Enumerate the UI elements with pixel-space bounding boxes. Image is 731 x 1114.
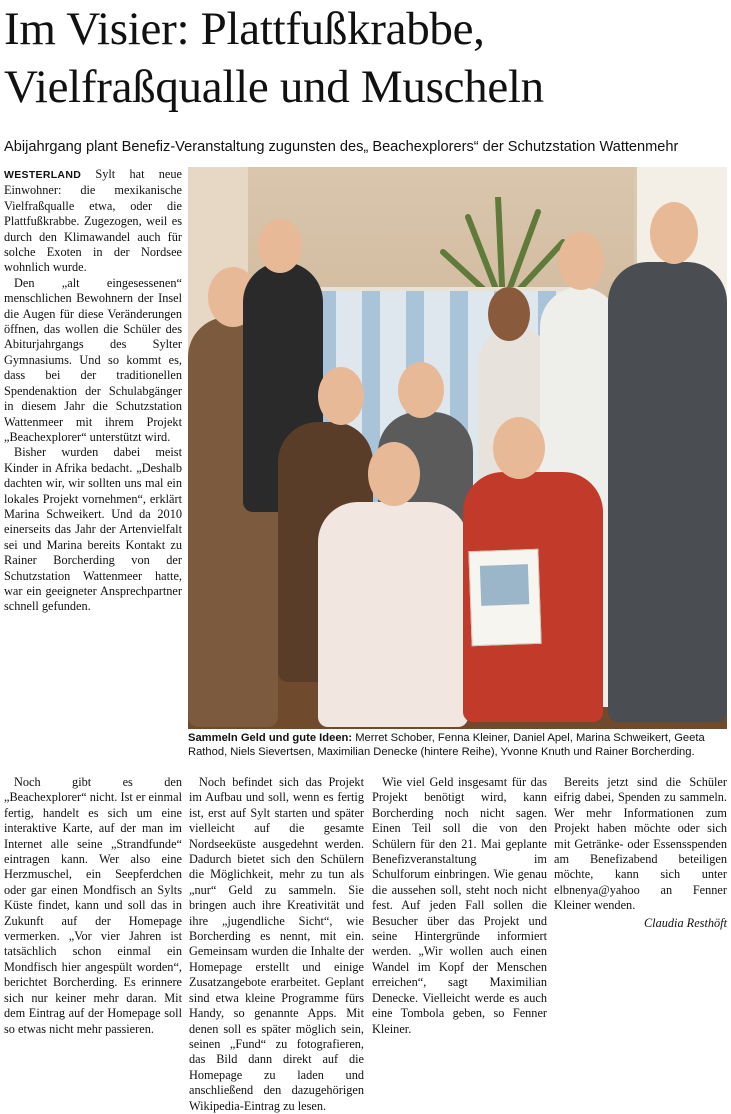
person-head bbox=[398, 362, 444, 418]
group-photo bbox=[188, 167, 727, 729]
article-paragraph-4: Noch gibt es den „Beachexplorer“ nicht. Ist er einmal fertig, handelt es sich um eine interaktive Karte, auf der man im Internet alle seine „Strandfunde“ eintragen kann. Wer also eine Herzmuschel, ein Seepferdchen oder gar einen Mondfisch an Sylts Küste findet, kann und soll das in Zukunft auf der Homepage vermerken. „Vor vier Jahren ist tatsächlich schon einmal ein Mondfisch hier angespült worden“, berichtet Borcherding. Es erinnere sich nur keiner mehr daran. Mit dem Eintrag auf der Homepage soll so etwas nicht mehr passieren. bbox=[4, 775, 182, 1036]
person-head bbox=[488, 287, 530, 341]
person-head bbox=[318, 367, 364, 425]
headline-line-1: Im Visier: Plattfußkrabbe, bbox=[4, 3, 485, 55]
caption-lead: Sammeln Geld und gute Ideen: bbox=[188, 732, 353, 744]
author-byline: Claudia Resthöft bbox=[643, 915, 727, 930]
article-paragraph-1: WESTERLAND Sylt hat neue Einwohner: die mexikanische Vielfraßqualle etwa, oder die Plattfußkrabbe. Zugezogen, weil es durch den Klimawandel auch für solche Exoten in der Nordsee wohnlich wurde. bbox=[4, 167, 182, 275]
project-flyer bbox=[468, 549, 541, 646]
person-head bbox=[558, 232, 604, 290]
article-column-1 bbox=[4, 167, 182, 615]
article-column-4 bbox=[554, 775, 727, 931]
article-paragraph-6: Wie viel Geld insgesamt für das Projekt benötigt wird, kann Borcherding noch nicht sagen. Einen Teil soll die von den Schülern für den 21. Mai geplante Benefizveranstaltung im Schulforum einbringen. Wie genau die aussehen soll, steht noch nicht fest. Auf jeden Fall sollen die Besucher über das Projekt und seine Hintergründe informiert werden. „Wir wollen auch einen Wandel im Kopf der Menschen erreichen“, sagt Maximilian Denecke. Vielleicht werde es auch eine Tombola geben, so Fenner Kleiner. bbox=[372, 775, 547, 1036]
headline bbox=[4, 0, 728, 116]
article-paragraph-7: Bereits jetzt sind die Schüler eifrig dabei, Spenden zu sammeln. Wer mehr Informationen zum Projekt haben möchte oder sich mit Getränke- oder Essensspenden am Benefizabend beteiligen möchte, kann sich unter elbnenya@yahoo an Fenner Kleiner wenden. bbox=[554, 775, 727, 913]
article-paragraph-5: Noch befindet sich das Projekt im Aufbau und soll, wenn es fertig ist, erst auf Sylt starten und später vielleicht auf die gesamte Nordseeküste ausgedehnt werden. Dadurch bietet sich den Schülern die Möglichkeit, mehr zu tun als „nur“ Geld zu sammeln. Sie bringen auch ihre Kreativität und ihre „jugendliche Sicht“, wie Borcherding es nennt, mit ein. Gemeinsam wurden die Inhalte der Homepage erstellt und einige Zusatzangebote erarbeitet. Geplant sind etwa kleine Programme fürs Handy, so genannte Apps. Mit denen soll es später möglich sein, seinen „Fund“ zu fotografieren, das Bild dann direkt auf die Homepage zu laden und anschließend den dazugehörigen Wikipedia-Eintrag zu lesen. bbox=[189, 775, 364, 1113]
person-silhouette bbox=[318, 502, 468, 727]
person-head bbox=[650, 202, 698, 264]
subheadline: Abijahrgang plant Benefiz-Veranstaltung zugunsten des„ Beachexplorers“ der Schutzstation Wattenmehr bbox=[4, 139, 679, 155]
article-paragraph-3: Bisher wurden dabei meist Kinder in Afrika bedacht. „Deshalb dachten wir, wir sollten uns mal ein lokales Projekt vornehmen“, erklärt Marina Schweikert. Und da 2010 einerseits das Jahr der Artenvielfalt sei und Marina bereits Kontakt zu Rainer Borcherding von der Schutzstation Wattenmeer hatte, war ein geeigneter Ansprechpartner schnell gefunden. bbox=[4, 445, 182, 614]
person-head bbox=[493, 417, 545, 479]
photo-caption bbox=[188, 731, 730, 759]
dateline: WESTERLAND bbox=[4, 169, 82, 181]
person-head bbox=[368, 442, 420, 506]
caption-text: Merret Schober, Fenna Kleiner, Daniel Apel, Marina Schweikert, Geeta Rathod, Niels Sievertsen, Maximilian Denecke (hintere Reihe), Yvonne Knuth und Rainer Borcherding. bbox=[188, 732, 705, 758]
headline-line-2: Vielfraßqualle und Muscheln bbox=[4, 61, 544, 113]
person-head bbox=[258, 219, 302, 273]
article-paragraph-2: Den „alt eingesessenen“ menschlichen Bewohnern der Insel die Augen für diese Veränderungen öffnen, das wollen die Schüler des Abiturjahrgangs des Sylter Gymnasiums. Und so kommt es, dass bei der traditionellen Spendenaktion der Schulabgänger in diesem Jahr die Schutzstation Wattenmeer mit ihrem Projekt „Beachexplorer“ unterstützt wird. bbox=[4, 275, 182, 444]
article-column-2 bbox=[189, 775, 364, 1114]
article-column-3 bbox=[372, 775, 547, 1037]
person-silhouette bbox=[608, 262, 727, 722]
article-column-1-lower bbox=[4, 775, 182, 1037]
